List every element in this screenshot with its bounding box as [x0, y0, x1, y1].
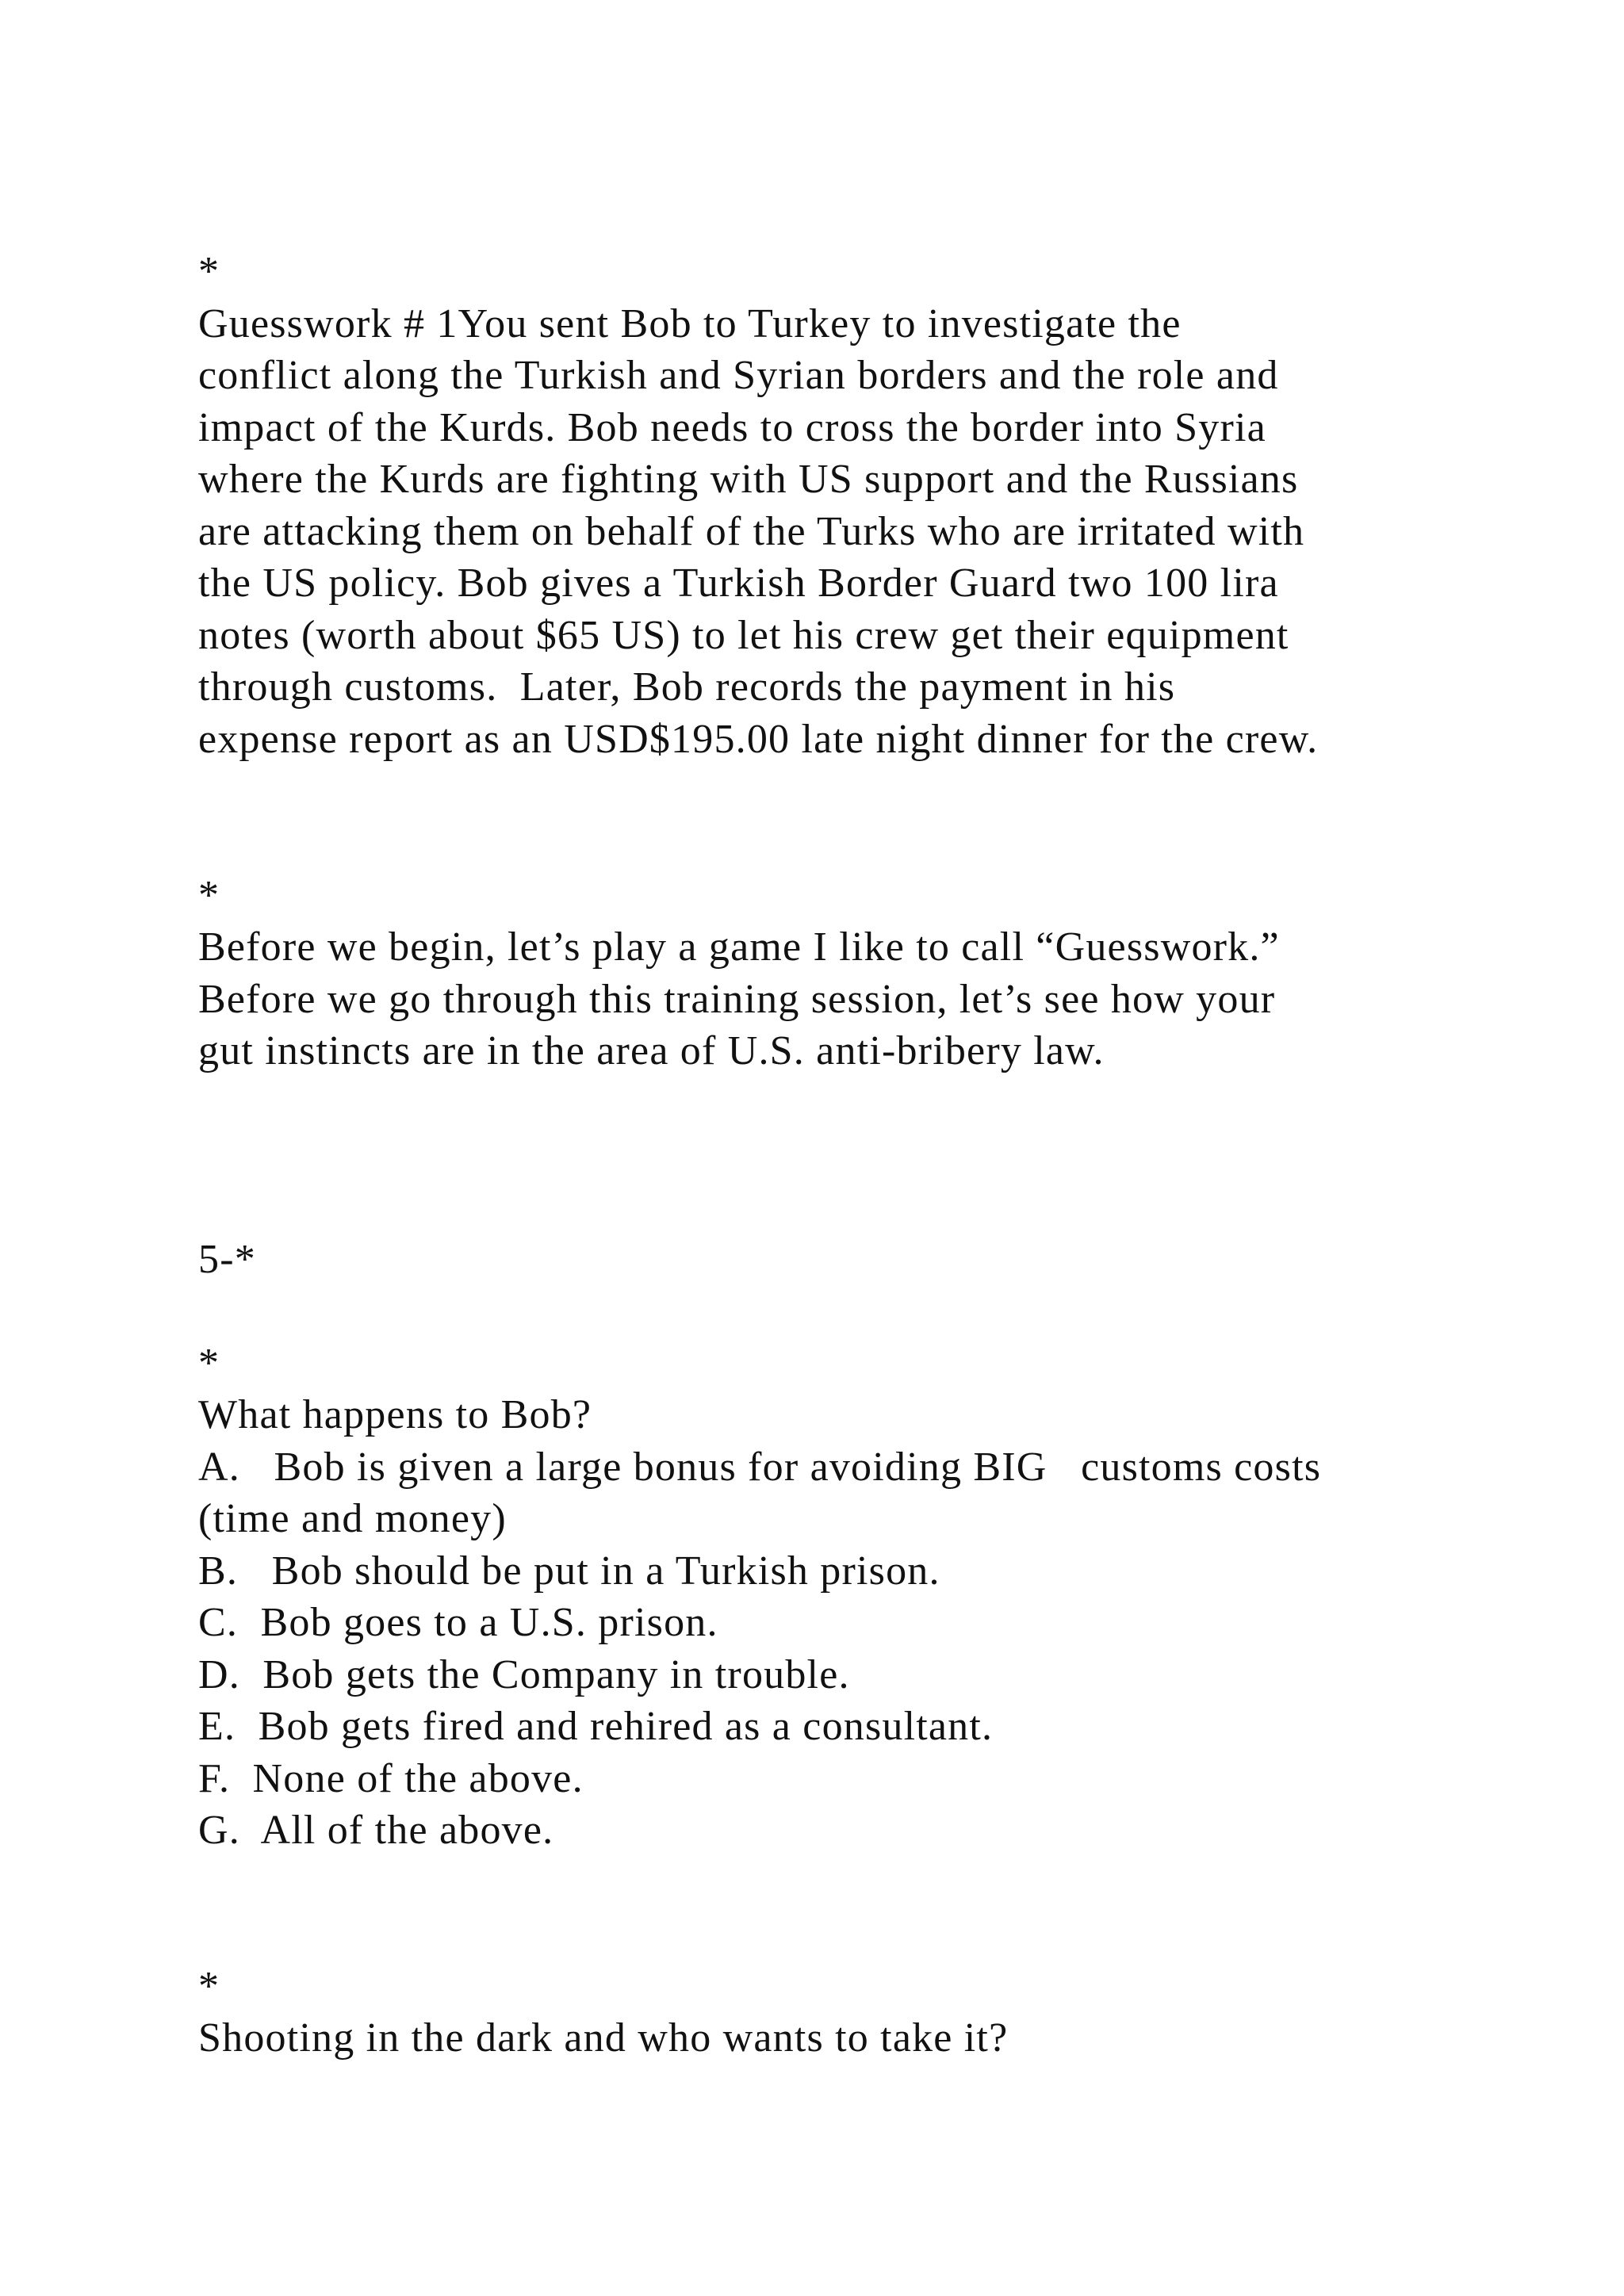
section-marker: * [198, 249, 220, 294]
paragraph-line: are attacking them on behalf of the Turks who are irritated with [198, 509, 1305, 554]
paragraph-line: gut instincts are in the area of U.S. anti-bribery law. [198, 1028, 1105, 1073]
answer-option: D. Bob gets the Company in trouble. [198, 1652, 850, 1697]
answer-option: C. Bob goes to a U.S. prison. [198, 1600, 718, 1645]
answer-option: F. None of the above. [198, 1756, 584, 1801]
paragraph-line: conflict along the Turkish and Syrian borders and the role and [198, 353, 1279, 398]
section-marker: * [198, 1341, 220, 1386]
answer-option: A. Bob is given a large bonus for avoiding BIG customs costs [198, 1445, 1322, 1490]
section-marker: * [198, 1964, 220, 2009]
paragraph-line: where the Kurds are fighting with US support and the Russians [198, 457, 1299, 502]
answer-option: E. Bob gets fired and rehired as a consultant. [198, 1704, 994, 1749]
section-marker: * [198, 873, 220, 918]
paragraph-line: Guesswork # 1You sent Bob to Turkey to investigate the [198, 301, 1182, 346]
paragraph-line: impact of the Kurds. Bob needs to cross the border into Syria [198, 405, 1266, 450]
slide-number: 5-* [198, 1237, 256, 1282]
paragraph-line: Before we go through this training session, let’s see how your [198, 977, 1276, 1022]
answer-option: B. Bob should be put in a Turkish prison. [198, 1548, 940, 1594]
answer-option-continuation: (time and money) [198, 1496, 507, 1541]
question-text: What happens to Bob? [198, 1392, 592, 1437]
paragraph-line: Before we begin, let’s play a game I like to call “Guesswork.” [198, 924, 1280, 970]
paragraph-line: expense report as an USD$195.00 late night dinner for the crew. [198, 717, 1319, 762]
paragraph-line: the US policy. Bob gives a Turkish Border Guard two 100 lira [198, 561, 1279, 606]
paragraph-line: through customs. Later, Bob records the payment in his [198, 664, 1176, 710]
answer-option: G. All of the above. [198, 1808, 554, 1853]
paragraph-line: Shooting in the dark and who wants to take it? [198, 2015, 1009, 2061]
paragraph-line: notes (worth about $65 US) to let his crew get their equipment [198, 613, 1289, 658]
